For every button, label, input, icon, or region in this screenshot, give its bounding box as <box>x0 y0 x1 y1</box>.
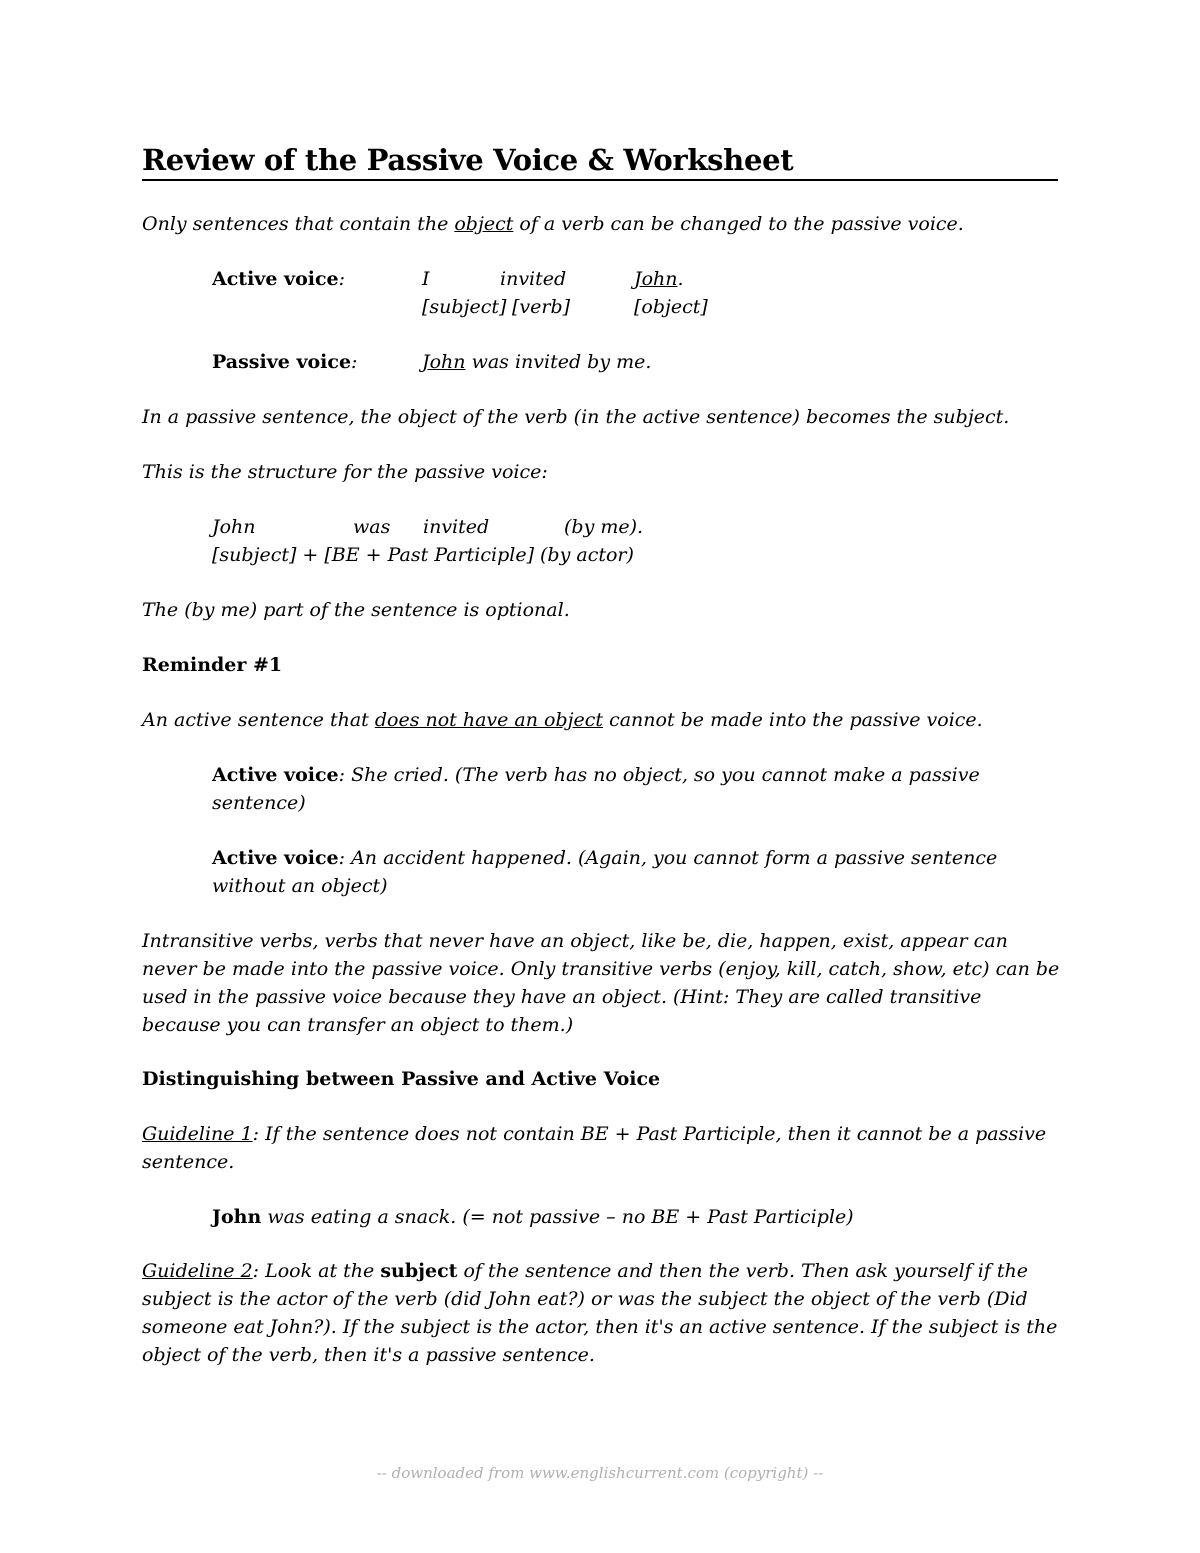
guideline-2-pre: : Look at the <box>252 1260 381 1282</box>
active-tag-object: [object] <box>634 296 708 318</box>
structure-word-invited: invited <box>423 516 490 538</box>
optional-note: The (by me) part of the sentence is optional. <box>142 599 570 621</box>
active-tag-verb: [verb] <box>512 296 571 318</box>
active-voice-label-text: Active voice <box>212 268 339 290</box>
reminder-example-2-label: Active voice <box>212 847 339 869</box>
distinguishing-heading: Distinguishing between Passive and Active Voice <box>142 1068 661 1090</box>
reminder-heading: Reminder #1 <box>142 654 283 676</box>
guideline-2-post: of the sentence and then the verb. Then ask yourself if the subject is the actor of the verb (did John eat?) or was the subject the object of the verb (Did someone eat John?). If the subject is the actor, then it's an active sentence. If the subject is the object of the verb, then it's a passive sentence. <box>142 1260 1058 1366</box>
guideline-1-example-bold: John <box>212 1206 262 1228</box>
page-title: Review of the Passive Voice & Worksheet <box>142 143 1058 181</box>
footer-copyright: -- downloaded from www.englishcurrent.com (copyright) -- <box>376 1464 824 1482</box>
guideline-2-label: Guideline 2 <box>142 1260 253 1282</box>
reminder-example-1-text: : She cried. (The verb has no object, so you cannot make a passive sentence) <box>212 764 980 814</box>
structure-intro: This is the structure for the passive voice: <box>142 461 548 483</box>
guideline-1-text: : If the sentence does not contain BE + Past Participle, then it cannot be a passive sentence. <box>142 1123 1047 1173</box>
intro-post: of a verb can be changed to the passive voice. <box>513 213 964 235</box>
structure-word-was: was <box>353 516 391 538</box>
guideline-2-bold: subject <box>380 1260 458 1282</box>
passive-example-sentence <box>422 348 651 376</box>
guideline-2 <box>142 1257 1062 1369</box>
structure-word-john: John <box>212 516 256 538</box>
reminder-example-1-label: Active voice <box>212 764 339 786</box>
intro-underlined: object <box>454 213 514 235</box>
active-word-subject: I <box>422 268 430 290</box>
active-word-period: . <box>677 268 684 290</box>
reminder-example-1 <box>212 761 1022 817</box>
reminder-underlined: does not have an object <box>374 709 604 731</box>
passive-voice-label-text: Passive voice <box>212 351 352 373</box>
intransitive-paragraph: Intransitive verbs, verbs that never have an object, like be, die, happen, exist, appear can never be made into the passive voice. Only transitive verbs (enjoy, kill, catch, show, etc) can be used in the passive voice because they have an object. (Hint: They are called transitive because you can transfer an object to them.) <box>142 930 1060 1036</box>
guideline-1-example <box>212 1203 854 1231</box>
active-word-object-text: John <box>634 268 678 290</box>
guideline-1-label: Guideline 1 <box>142 1123 253 1145</box>
reminder-pre: An active sentence that <box>142 709 375 731</box>
active-word-object <box>634 265 684 293</box>
intro-sentence <box>142 210 964 238</box>
reminder-example-2 <box>212 844 1022 900</box>
passive-example-rest: was invited by me. <box>465 351 652 373</box>
guideline-1 <box>142 1120 1062 1176</box>
active-voice-colon: : <box>338 268 346 290</box>
guideline-1-example-text: was eating a snack. (= not passive – no BE + Past Participle) <box>261 1206 854 1228</box>
passive-example-subject: John <box>422 351 466 373</box>
active-voice-label <box>212 265 345 293</box>
reminder-sentence <box>142 706 983 734</box>
reminder-post: cannot be made into the passive voice. <box>603 709 983 731</box>
structure-formula: [subject] + [BE + Past Participle] (by actor) <box>212 544 634 566</box>
passive-voice-colon: : <box>351 351 358 373</box>
active-tag-subject: [subject] <box>422 296 507 318</box>
active-word-verb: invited <box>500 268 567 290</box>
structure-word-by-me: (by me). <box>564 516 644 538</box>
passive-voice-label <box>212 348 357 376</box>
reminder-example-2-text: : An accident happened. (Again, you cannot form a passive sentence without an object) <box>212 847 998 897</box>
intro-pre: Only sentences that contain the <box>142 213 455 235</box>
passive-note: In a passive sentence, the object of the verb (in the active sentence) becomes the subject. <box>142 406 1010 428</box>
